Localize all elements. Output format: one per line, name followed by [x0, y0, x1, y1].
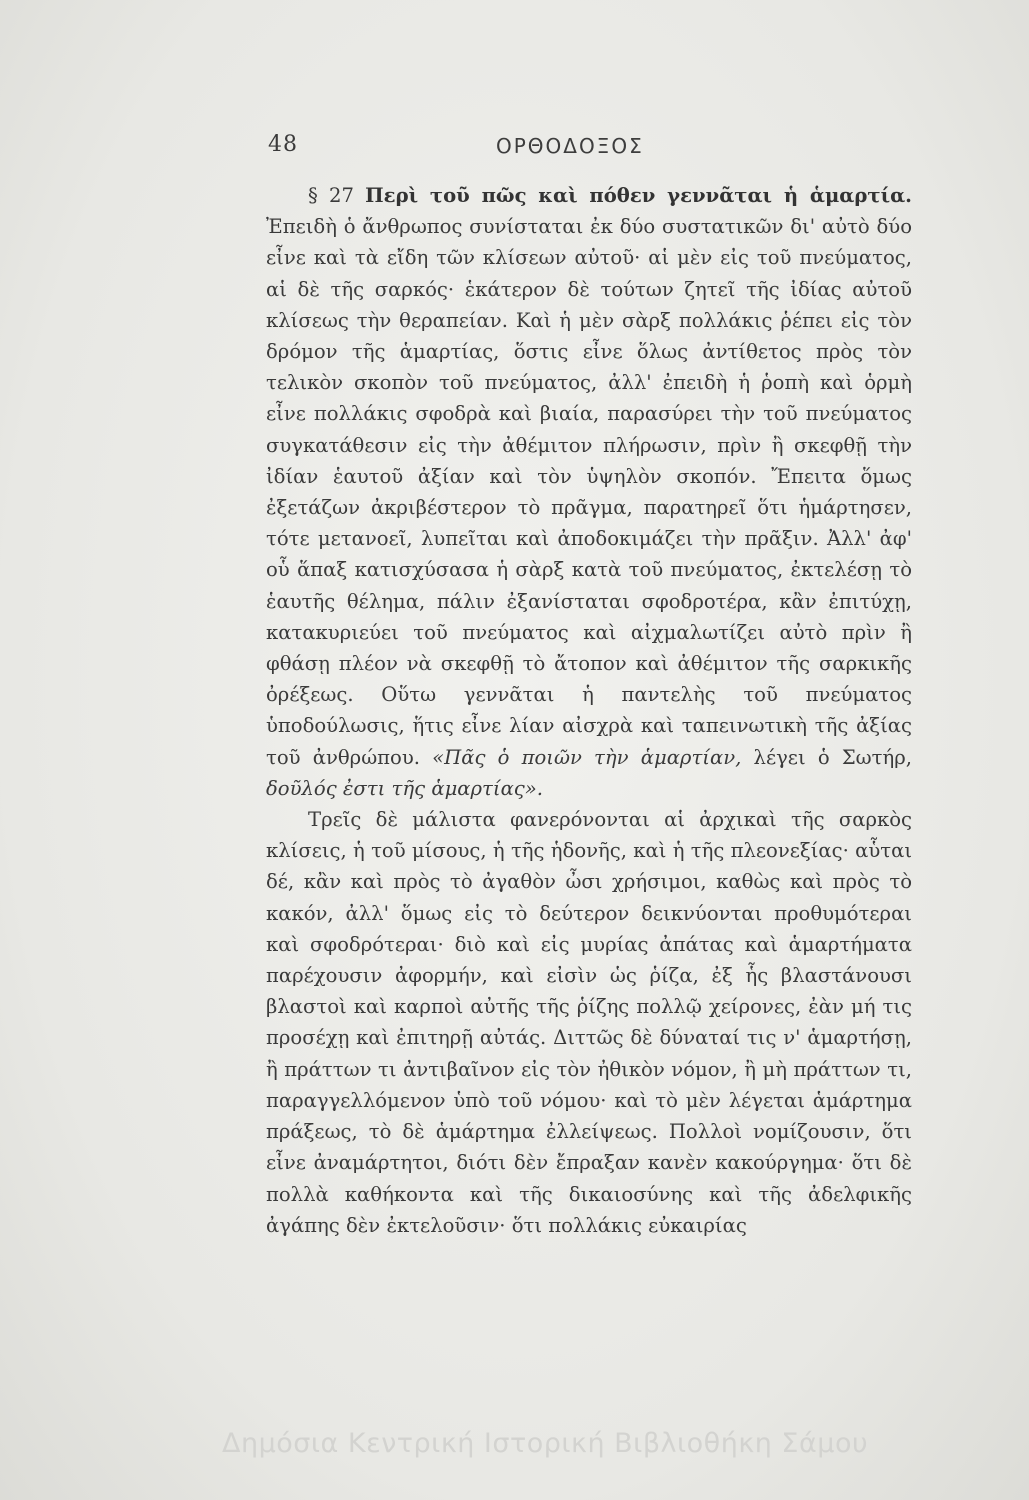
page-number: 48: [268, 132, 298, 157]
section-title: Περὶ τοῦ πῶς καὶ πόθεν γεννᾶται ἡ ἁμαρτία.: [365, 184, 912, 207]
library-watermark: Δημόσια Κεντρική Ιστορική Βιβλιοθήκη Σάμου: [222, 1428, 869, 1459]
running-title: ΟΡΘΟΔΟΞΟΣ: [496, 134, 644, 158]
section-mark: § 27: [308, 184, 354, 207]
paragraph-section-27: [266, 180, 912, 804]
paragraph-two: Τρεῖς δὲ μάλιστα φανερόνονται αἱ ἀρχικαὶ τῆς σαρκὸς κλίσεις, ἡ τοῦ μίσους, ἡ τῆς ἡδονῆς, καὶ ἡ τῆς πλεονεξίας· αὗται δέ, κἂν καὶ πρὸς τὸ ἀγαθὸν ὦσι χρήσιμοι, καθὼς καὶ πρὸς τὸ κακόν, ἀλλ' ὅμως εἰς τὸ δεύτερον δεικνύονται προθυμότεραι καὶ σφοδρότεραι· διὸ καὶ εἰς μυρίας ἀπάτας καὶ ἁμαρτήματα παρέχουσιν ἀφορμήν, καὶ εἰσὶν ὡς ῥίζα, ἐξ ἧς βλαστάνουσι βλαστοὶ καὶ καρποὶ αὐτῆς τῆς ῥίζης πολλῷ χείρονες, ἐὰν μή τις προσέχῃ καὶ ἐπιτηρῇ αὐτάς. Διττῶς δὲ δύναταί τις ν' ἁμαρτήσῃ, ἢ πράττων τι ἀντιβαῖνον εἰς τὸν ἠθικὸν νόμον, ἢ μὴ πράττων τι, παραγγελλόμενον ὑπὸ τοῦ νόμου· καὶ τὸ μὲν λέγεται ἁμάρτημα πράξεως, τὸ δὲ ἁμάρτημα ἐλλείψεως. Πολλοὶ νομίζουσιν, ὅτι εἶνε ἀναμάρτητοι, διότι δὲν ἔπραξαν κανὲν κακούργημα· ὅτι δὲ πολλὰ καθήκοντα καὶ τῆς δικαιοσύνης καὶ τῆς ἀδελφικῆς ἀγάπης δὲν ἐκτελοῦσιν· ὅτι πολλάκις εὐκαιρίας: [266, 808, 912, 1237]
quote-attribution: λέγει ὁ Σωτήρ,: [753, 745, 912, 769]
paragraph-text: Ἐπειδὴ ὁ ἄνθρωπος συνίσταται ἐκ δύο συστατικῶν δι' αὐτὸ δύο εἶνε καὶ τὰ εἴδη τῶν κλίσεων αὐτοῦ· αἱ μὲν εἰς τοῦ πνεύματος, αἱ δὲ τῆς σαρκός· ἑκάτερον δὲ τούτων ζητεῖ τῆς ἰδίας αὐτοῦ κλίσεως τὴν θεραπείαν. Καὶ ἡ μὲν σὰρξ πολλάκις ῥέπει εἰς τὸν δρόμον τῆς ἁμαρτίας, ὅστις εἶνε ὅλως ἀντίθετος πρὸς τὸν τελικὸν σκοπὸν τοῦ πνεύματος, ἀλλ' ἐπειδὴ ἡ ῥοπὴ καὶ ὁρμὴ εἶνε πολλάκις σφοδρὰ καὶ βιαία, παρασύρει τὴν τοῦ πνεύματος συγκατάθεσιν εἰς τὴν ἀθέμιτον πλήρωσιν, πρὶν ἢ σκεφθῇ τὴν ἰδίαν ἑαυτοῦ ἀξίαν καὶ τὸν ὑψηλὸν σκοπόν. Ἔπειτα ὅμως ἐξετάζων ἀκριβέστερον τὸ πρᾶγμα, παρατηρεῖ ὅτι ἡμάρτησεν, τότε μετανοεῖ, λυπεῖται καὶ ἀποδοκιμάζει τὴν πρᾶξιν. Ἀλλ' ἀφ' οὗ ἅπαξ κατισχύσασα ἡ σὰρξ κατὰ τοῦ πνεύματος, ἐκτελέσῃ τὸ ἑαυτῆς θέλημα, πάλιν ἐξανίσταται σφοδροτέρα, κἂν ἐπιτύχῃ, κατακυριεύει τοῦ πνεύματος καὶ αἰχμαλωτίζει αὐτὸ πρὶν ἢ φθάσῃ πλέον νὰ σκεφθῇ τὸ ἄτοπον καὶ ἀθέμιτον τῆς σαρκικῆς ὀρέξεως. Οὕτω γεννᾶται ἡ παντελὴς τοῦ πνεύματος ὑποδούλωσις, ἥτις εἶνε λίαν αἰσχρὰ καὶ ταπεινωτικὴ τῆς ἀξίας τοῦ ἀνθρώπου.: [266, 215, 912, 769]
body-text: [266, 180, 912, 1241]
page-header: [268, 132, 908, 162]
scripture-quote-start: «Πᾶς ὁ ποιῶν τὴν ἁμαρτίαν,: [432, 745, 742, 769]
scripture-quote-end: δοῦλός ἐστι τῆς ἁμαρτίας».: [266, 776, 544, 800]
